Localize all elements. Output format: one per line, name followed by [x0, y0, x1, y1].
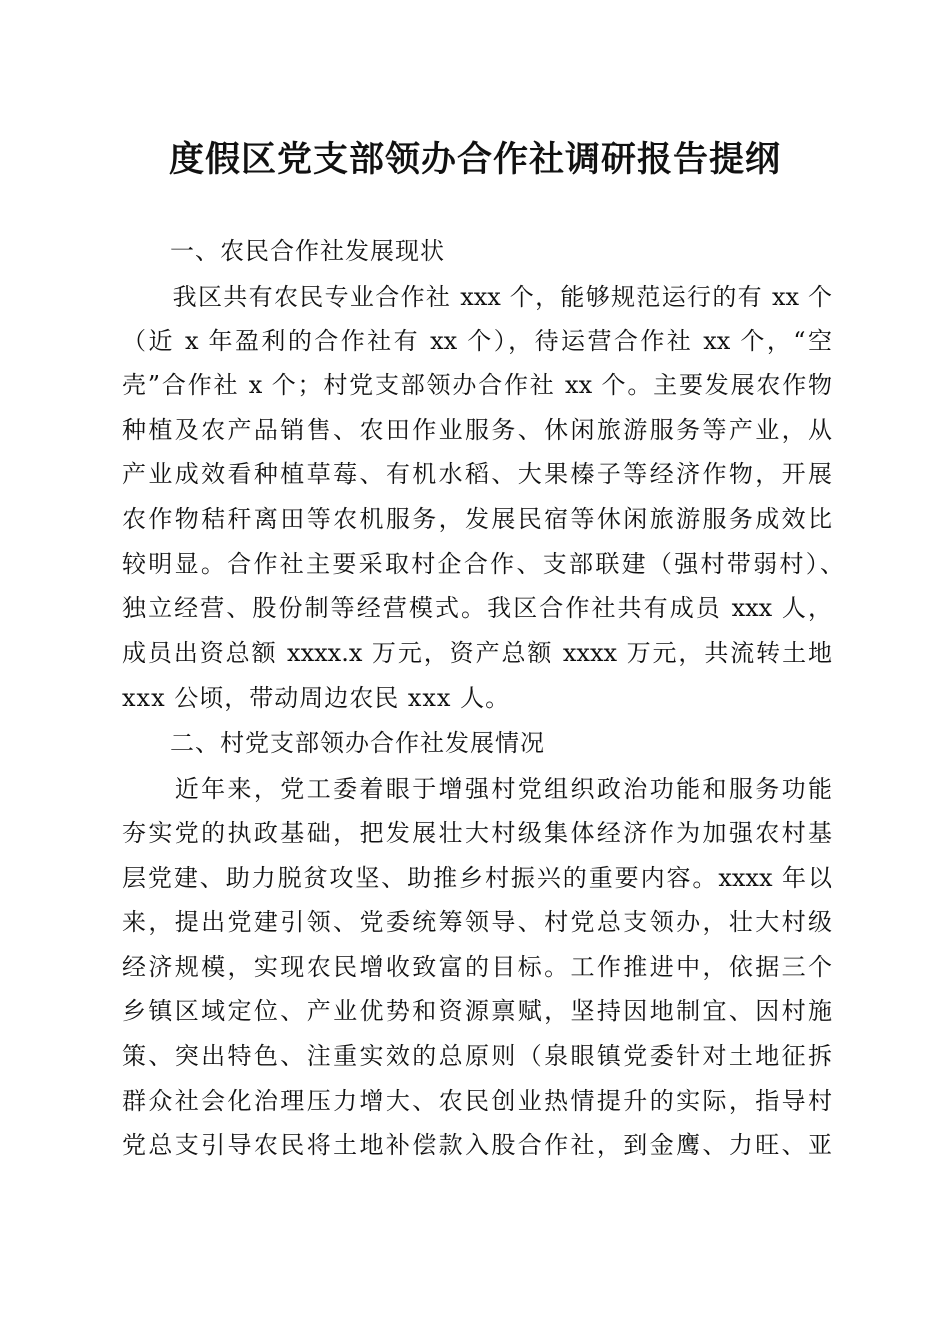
paragraph-line: 乡镇区域定位、产业优势和资源禀赋，坚持因地制宜、因村施	[122, 997, 832, 1025]
section-heading-1: 一、农民合作社发展现状	[170, 237, 445, 265]
paragraph-line: 产业成效看种植草莓、有机水稻、大果榛子等经济作物，开展	[122, 460, 832, 488]
paragraph-line: 策、突出特色、注重实效的总原则（泉眼镇党委针对土地征拆	[122, 1042, 832, 1070]
paragraph-line: 层党建、助力脱贫攻坚、助推乡村振兴的重要内容。xxxx 年以	[122, 864, 832, 892]
document-title: 度假区党支部领办合作社调研报告提纲	[168, 139, 781, 180]
paragraph-line: 夯实党的执政基础，把发展壮大村级集体经济作为加强农村基	[122, 819, 832, 847]
paragraph-line: 我区共有农民专业合作社 xxx 个，能够规范运行的有 xx 个	[122, 283, 832, 311]
paragraph-line: 经济规模，实现农民增收致富的目标。工作推进中，依据三个	[122, 953, 832, 981]
paragraph-line: 种植及农产品销售、农田作业服务、休闲旅游服务等产业，从	[122, 416, 832, 444]
paragraph-line: 较明显。合作社主要采取村企合作、支部联建（强村带弱村）、	[122, 550, 844, 578]
paragraph-line: 壳”合作社 x 个；村党支部领办合作社 xx 个。主要发展农作物	[122, 371, 832, 399]
paragraph-line: （近 x 年盈利的合作社有 xx 个），待运营合作社 xx 个，“空	[122, 327, 832, 355]
paragraph-line: 成员出资总额 xxxx.x 万元，资产总额 xxxx 万元，共流转土地	[122, 639, 832, 667]
paragraph-line: 独立经营、股份制等经营模式。我区合作社共有成员 xxx 人，	[122, 594, 832, 622]
paragraph-line: 党总支引导农民将土地补偿款入股合作社，到金鹰、力旺、亚	[122, 1131, 832, 1159]
paragraph-line: 来，提出党建引领、党委统筹领导、村党总支领办，壮大村级	[122, 908, 832, 936]
paragraph-line: 农作物秸秆离田等农机服务，发展民宿等休闲旅游服务成效比	[122, 505, 832, 533]
section-heading-2: 二、村党支部领办合作社发展情况	[170, 729, 545, 757]
paragraph-line: 群众社会化治理压力增大、农民创业热情提升的实际，指导村	[122, 1087, 832, 1115]
paragraph-line: xxx 公顷，带动周边农民 xxx 人。	[122, 684, 511, 712]
paragraph-line: 近年来，党工委着眼于增强村党组织政治功能和服务功能	[122, 775, 832, 803]
